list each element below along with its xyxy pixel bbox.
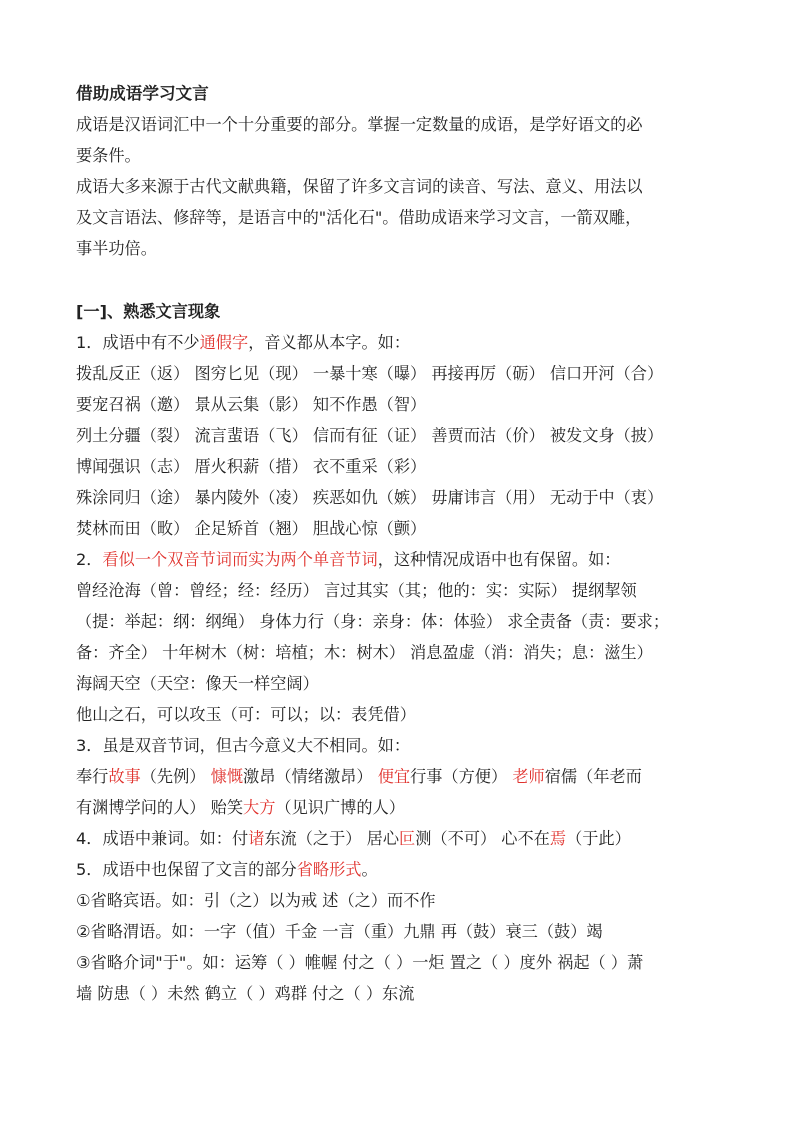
point-4-line bbox=[76, 823, 736, 854]
example-line bbox=[76, 792, 736, 823]
intro-line-2: 要条件。 bbox=[76, 146, 141, 165]
point-5-tail: 。 bbox=[361, 860, 378, 879]
example-line: ①省略宾语。如：引（之）以为戒 述（之）而不作 bbox=[76, 891, 436, 910]
intro-line-1: 成语是汉语词汇中一个十分重要的部分。掌握一定数量的成语，是学好语文的必 bbox=[76, 115, 643, 134]
highlight-word: 诸 bbox=[248, 829, 265, 848]
example-text: 行事（方便） bbox=[410, 767, 513, 786]
highlight-word: 焉 bbox=[549, 829, 567, 848]
point-2-heading bbox=[76, 544, 736, 575]
intro-line-5: 事半功倍。 bbox=[76, 239, 157, 258]
point-5-highlight: 省略形式 bbox=[296, 860, 362, 879]
example-line bbox=[76, 761, 736, 792]
highlight-word: 叵 bbox=[399, 829, 416, 848]
example-line: 他山之石，可以攻玉（可：可以；以：表凭借） bbox=[76, 705, 416, 724]
example-line: 拨乱反正（返） 图穷匕见（现） 一暴十寒（曝） 再接再厉（砺） 信口开河（合） bbox=[76, 364, 664, 383]
highlight-word: 老师 bbox=[512, 767, 545, 786]
intro-line-4: 及文言语法、修辞等，是语言中的"活化石"。借助成语来学习文言，一箭双雕， bbox=[76, 208, 642, 227]
example-line: 曾经沧海（曾：曾经；经：经历） 言过其实（其；他的：实：实际） 提纲挈领 bbox=[76, 581, 637, 600]
highlight-word: 大方 bbox=[243, 798, 276, 817]
example-line: 博闻强识（志） 厝火积薪（措） 衣不重采（彩） bbox=[76, 457, 427, 476]
example-text: （于此） bbox=[566, 829, 631, 848]
highlight-word: 故事 bbox=[108, 767, 141, 786]
example-line: 墙 防患（ ）未然 鹤立（ ）鸡群 付之（ ）东流 bbox=[76, 984, 415, 1003]
highlight-word: 便宜 bbox=[377, 767, 411, 786]
point-2-number: 2． bbox=[76, 550, 103, 569]
example-text: 激昂（情绪激昂） bbox=[243, 767, 378, 786]
example-line: 海阔天空（天空：像天一样空阔） bbox=[76, 674, 319, 693]
highlight-word: 慷慨 bbox=[210, 767, 244, 786]
point-1-highlight: 通假字 bbox=[199, 333, 249, 352]
point-1-tail: ，音义都从本字。如： bbox=[248, 333, 411, 352]
example-text: （先例） bbox=[140, 767, 211, 786]
intro-line-3: 成语大多来源于古代文献典籍，保留了许多文言词的读音、写法、意义、用法以 bbox=[76, 177, 643, 196]
example-text: 有渊博学问的人） 贻笑 bbox=[76, 798, 244, 817]
section-heading: [一]、熟悉文言现象 bbox=[76, 302, 221, 321]
section-spacer bbox=[76, 264, 736, 296]
example-text: 测（不可） 心不在 bbox=[415, 829, 550, 848]
example-line: ③省略介词"于"。如：运筹（ ）帷幄 付之（ ）一炬 置之（ ）度外 祸起（ ）萧 bbox=[76, 953, 644, 972]
point-5-heading bbox=[76, 854, 736, 885]
point-5-text: 5．成语中也保留了文言的部分 bbox=[76, 860, 297, 879]
example-text: 宿儒（年老而 bbox=[544, 767, 642, 786]
example-text: 奉行 bbox=[76, 767, 109, 786]
example-line: 要宠召祸（邀） 景从云集（影） 知不作愚（智） bbox=[76, 395, 427, 414]
point-1-text: 1．成语中有不少 bbox=[76, 333, 200, 352]
example-text: 4．成语中兼词。如：付 bbox=[76, 829, 249, 848]
point-3-heading: 3．虽是双音节词，但古今意义大不相同。如： bbox=[76, 736, 411, 755]
example-line: 备：齐全） 十年树木（树：培植；木：树木） 消息盈虚（消：消失；息：滋生） bbox=[76, 643, 653, 662]
example-line: ②省略渭语。如：一字（值）千金 一言（重）九鼎 再（鼓）衰三（鼓）竭 bbox=[76, 922, 603, 941]
example-line: 焚林而田（畋） 企足矫首（翘） 胆战心惊（颤） bbox=[76, 519, 427, 538]
document-page bbox=[76, 78, 736, 1009]
example-line: 殊涂同归（途） 暴内陵外（凌） 疾恶如仇（嫉） 毋庸讳言（用） 无动于中（衷） bbox=[76, 488, 664, 507]
point-1-heading bbox=[76, 327, 736, 358]
example-line: 列土分疆（裂） 流言蜚语（飞） 信而有征（证） 善贾而沽（价） 被发文身（披） bbox=[76, 426, 664, 445]
example-line: （提：举起：纲：纲绳） 身体力行（身：亲身：体：体验） 求全责备（责：要求； bbox=[76, 612, 670, 631]
example-text: （见识广博的人） bbox=[275, 798, 405, 817]
point-2-highlight: 看似一个双音节词而实为两个单音节词 bbox=[102, 550, 378, 569]
document-title: 借助成语学习文言 bbox=[76, 84, 209, 103]
example-text: 东流（之于） 居心 bbox=[264, 829, 400, 848]
point-2-tail: ，这种情况成语中也有保留。如： bbox=[377, 550, 621, 569]
